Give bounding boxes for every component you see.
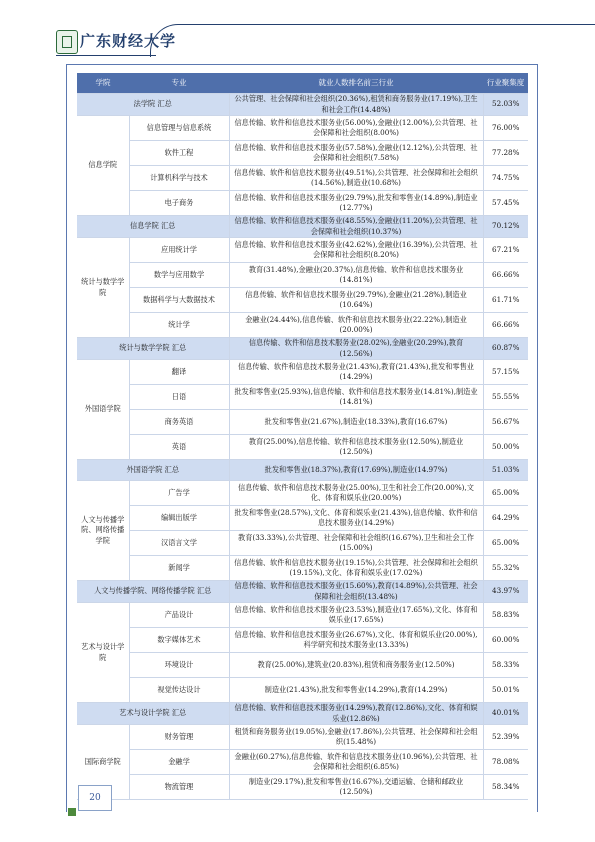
college-cell: 统计与数学学院: [77, 238, 129, 338]
concentration-cell: 77.28%: [483, 141, 528, 166]
page-header: [0, 0, 595, 62]
table-row: [77, 238, 528, 263]
major-cell: 软件工程: [129, 141, 229, 166]
industries-cell: 信息传输、软件和信息技术服务业(23.53%),制造业(17.65%),文化、体育和娱乐业(17.65%): [229, 603, 483, 628]
major-cell: 环境设计: [129, 653, 229, 678]
industries-cell: 租赁和商务服务业(19.05%),金融业(17.86%),公共管理、社会保障和社会组织(15.48%): [229, 725, 483, 750]
summary-row: [77, 460, 528, 481]
industries-cell: 批发和零售业(18.37%),教育(17.69%),制造业(14.97%): [229, 460, 483, 481]
concentration-cell: 58.34%: [483, 775, 528, 800]
industries-cell: 信息传输、软件和信息技术服务业(49.51%),公共管理、社会保障和社会组织(14.56%),制造业(10.68%): [229, 166, 483, 191]
industries-cell: 制造业(21.43%),批发和零售业(14.29%),教育(14.29%): [229, 678, 483, 703]
concentration-cell: 78.08%: [483, 750, 528, 775]
major-cell: 英语: [129, 435, 229, 460]
concentration-cell: 74.75%: [483, 166, 528, 191]
summary-row: [77, 581, 528, 603]
header-industries: 就业人数排名前三行业: [229, 73, 483, 94]
university-logo-text: 广东财经大学: [80, 32, 177, 50]
major-cell: 统计学: [129, 313, 229, 338]
table-row: [77, 263, 528, 288]
corner-decoration: [68, 808, 76, 816]
industries-cell: 信息传输、软件和信息技术服务业(25.00%),卫生和社会工作(20.00%),文化、体育和娱乐业(20.00%): [229, 481, 483, 506]
content-frame-top: [66, 64, 538, 65]
major-cell: 商务英语: [129, 410, 229, 435]
concentration-cell: 61.71%: [483, 288, 528, 313]
summary-label: 统计与数学学院 汇总: [77, 338, 229, 360]
college-cell: 外国语学院: [77, 360, 129, 460]
college-cell: 国际商学院: [77, 725, 129, 800]
major-cell: 信息管理与信息系统: [129, 116, 229, 141]
summary-label: 法学院 汇总: [77, 94, 229, 116]
college-cell: 人文与传播学院、网络传播学院: [77, 481, 129, 581]
major-cell: 电子商务: [129, 191, 229, 216]
header-college: 学院: [77, 73, 129, 94]
major-cell: 数据科学与大数据技术: [129, 288, 229, 313]
table-row: [77, 288, 528, 313]
table-row: [77, 750, 528, 775]
concentration-cell: 40.01%: [483, 703, 528, 725]
industries-cell: 教育(33.33%),公共管理、社会保障和社会组织(16.67%),卫生和社会工作(15.00%): [229, 531, 483, 556]
industries-cell: 公共管理、社会保障和社会组织(20.36%),租赁和商务服务业(17.19%),卫生和社会工作(14.48%): [229, 94, 483, 116]
table-row: [77, 435, 528, 460]
table-row: [77, 116, 528, 141]
concentration-cell: 66.66%: [483, 263, 528, 288]
header-concentration: 行业聚集度: [483, 73, 528, 94]
major-cell: 视觉传达设计: [129, 678, 229, 703]
industries-cell: 信息传输、软件和信息技术服务业(57.58%),金融业(12.12%),公共管理、社会保障和社会组织(7.58%): [229, 141, 483, 166]
industries-cell: 信息传输、软件和信息技术服务业(28.02%),金融业(20.29%),教育(12.56%): [229, 338, 483, 360]
table-row: [77, 410, 528, 435]
concentration-cell: 65.00%: [483, 531, 528, 556]
major-cell: 日语: [129, 385, 229, 410]
header-rule: [56, 55, 156, 56]
industries-cell: 金融业(24.44%),信息传输、软件和信息技术服务业(22.22%),制造业(20.00%): [229, 313, 483, 338]
concentration-cell: 64.29%: [483, 506, 528, 531]
concentration-cell: 50.01%: [483, 678, 528, 703]
concentration-cell: 56.67%: [483, 410, 528, 435]
table-row: [77, 506, 528, 531]
header-decorative-line: [150, 24, 595, 57]
concentration-cell: 55.32%: [483, 556, 528, 581]
table-row: [77, 725, 528, 750]
table-row: [77, 775, 528, 800]
table-header-row: [77, 73, 528, 94]
concentration-cell: 60.00%: [483, 628, 528, 653]
table-row: [77, 556, 528, 581]
concentration-cell: 43.97%: [483, 581, 528, 603]
major-cell: 数字媒体艺术: [129, 628, 229, 653]
concentration-cell: 66.66%: [483, 313, 528, 338]
summary-row: [77, 216, 528, 238]
major-cell: 编辑出版学: [129, 506, 229, 531]
college-cell: 信息学院: [77, 116, 129, 216]
industries-cell: 信息传输、软件和信息技术服务业(21.43%),教育(21.43%),批发和零售业(14.29%): [229, 360, 483, 385]
concentration-cell: 57.15%: [483, 360, 528, 385]
industries-cell: 教育(25.00%),建筑业(20.83%),租赁和商务服务业(12.50%): [229, 653, 483, 678]
concentration-cell: 76.00%: [483, 116, 528, 141]
concentration-cell: 52.39%: [483, 725, 528, 750]
major-cell: 财务管理: [129, 725, 229, 750]
industries-cell: 金融业(60.27%),信息传输、软件和信息技术服务业(10.96%),公共管理、社会保障和社会组织(6.85%): [229, 750, 483, 775]
concentration-cell: 67.21%: [483, 238, 528, 263]
major-cell: 计算机科学与技术: [129, 166, 229, 191]
table-row: [77, 141, 528, 166]
table-row: [77, 628, 528, 653]
content-frame-left: [66, 64, 67, 812]
college-cell: 艺术与设计学院: [77, 603, 129, 703]
table-row: [77, 481, 528, 506]
summary-label: 外国语学院 汇总: [77, 460, 229, 481]
table-row: [77, 603, 528, 628]
industries-cell: 信息传输、软件和信息技术服务业(26.67%),文化、体育和娱乐业(20.00%),科学研究和技术服务业(13.33%): [229, 628, 483, 653]
table-row: [77, 360, 528, 385]
concentration-cell: 65.00%: [483, 481, 528, 506]
table-row: [77, 313, 528, 338]
major-cell: 金融学: [129, 750, 229, 775]
industries-cell: 信息传输、软件和信息技术服务业(29.79%),批发和零售业(14.89%),制造业(12.77%): [229, 191, 483, 216]
summary-row: [77, 338, 528, 360]
industries-cell: 信息传输、软件和信息技术服务业(48.55%),金融业(11.20%),公共管理、社会保障和社会组织(10.37%): [229, 216, 483, 238]
table-row: [77, 531, 528, 556]
concentration-cell: 50.00%: [483, 435, 528, 460]
major-cell: 新闻学: [129, 556, 229, 581]
concentration-cell: 60.87%: [483, 338, 528, 360]
industries-cell: 信息传输、软件和信息技术服务业(29.79%),金融业(21.28%),制造业(10.64%): [229, 288, 483, 313]
industries-cell: 信息传输、软件和信息技术服务业(15.60%),教育(14.89%),公共管理、社会保障和社会组织(13.48%): [229, 581, 483, 603]
header-major: 专业: [129, 73, 229, 94]
table-row: [77, 653, 528, 678]
major-cell: 翻译: [129, 360, 229, 385]
industries-cell: 批发和零售业(25.93%),信息传输、软件和信息技术服务业(14.81%),制造业(14.81%): [229, 385, 483, 410]
major-cell: 应用统计学: [129, 238, 229, 263]
industries-cell: 制造业(29.17%),批发和零售业(16.67%),交通运输、仓储和邮政业(12.50%): [229, 775, 483, 800]
table-row: [77, 385, 528, 410]
major-cell: 产品设计: [129, 603, 229, 628]
university-emblem-icon: [56, 30, 78, 54]
industries-cell: 批发和零售业(28.57%),文化、体育和娱乐业(21.43%),信息传输、软件和信息技术服务业(14.29%): [229, 506, 483, 531]
content-frame-right: [537, 64, 538, 812]
summary-label: 信息学院 汇总: [77, 216, 229, 238]
concentration-cell: 57.45%: [483, 191, 528, 216]
major-cell: 广告学: [129, 481, 229, 506]
summary-label: 人文与传播学院、网络传播学院 汇总: [77, 581, 229, 603]
major-cell: 数学与应用数学: [129, 263, 229, 288]
concentration-cell: 52.03%: [483, 94, 528, 116]
table-row: [77, 191, 528, 216]
industries-cell: 信息传输、软件和信息技术服务业(56.00%),金融业(12.00%),公共管理、社会保障和社会组织(8.00%): [229, 116, 483, 141]
concentration-cell: 58.33%: [483, 653, 528, 678]
table-row: [77, 166, 528, 191]
page-number: 20: [78, 785, 112, 811]
concentration-cell: 70.12%: [483, 216, 528, 238]
industries-cell: 教育(25.00%),信息传输、软件和信息技术服务业(12.50%),制造业(12.50%): [229, 435, 483, 460]
industries-cell: 信息传输、软件和信息技术服务业(19.15%),公共管理、社会保障和社会组织(19.15%),文化、体育和娱乐业(17.02%): [229, 556, 483, 581]
table-row: [77, 678, 528, 703]
industries-cell: 信息传输、软件和信息技术服务业(14.29%),教育(12.86%),文化、体育和娱乐业(12.86%): [229, 703, 483, 725]
summary-row: [77, 94, 528, 116]
concentration-cell: 58.83%: [483, 603, 528, 628]
major-cell: 汉语言文学: [129, 531, 229, 556]
major-cell: 物流管理: [129, 775, 229, 800]
industry-distribution-table: [77, 73, 528, 800]
industries-cell: 信息传输、软件和信息技术服务业(42.62%),金融业(16.39%),公共管理、社会保障和社会组织(8.20%): [229, 238, 483, 263]
summary-label: 艺术与设计学院 汇总: [77, 703, 229, 725]
table-body: [77, 94, 528, 800]
industries-cell: 教育(31.48%),金融业(20.37%),信息传输、软件和信息技术服务业(14.81%): [229, 263, 483, 288]
concentration-cell: 51.03%: [483, 460, 528, 481]
summary-row: [77, 703, 528, 725]
industries-cell: 批发和零售业(21.67%),制造业(18.33%),教育(16.67%): [229, 410, 483, 435]
concentration-cell: 55.55%: [483, 385, 528, 410]
